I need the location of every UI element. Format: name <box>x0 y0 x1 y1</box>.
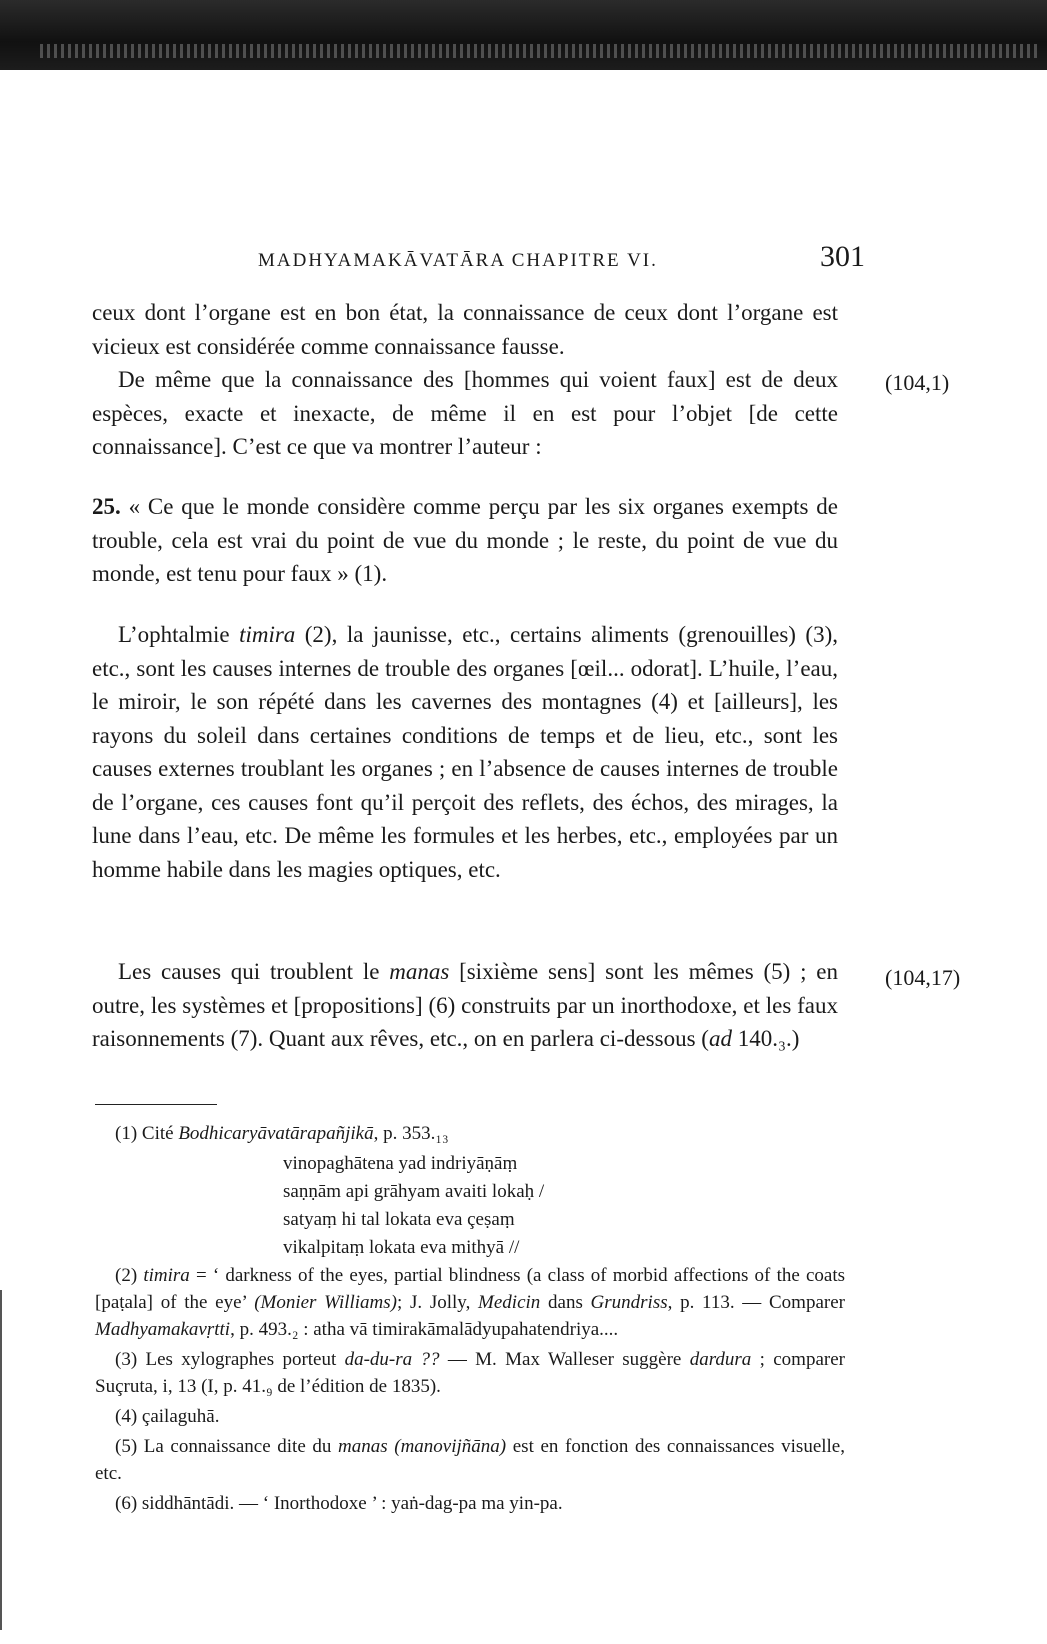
footnote-5: (5) La connaissance dite du manas (manovijñāna) est en fonction des connaissances visuelle, etc. <box>95 1436 845 1484</box>
paragraph-4: Les causes qui troublent le manas [sixième sens] sont les mêmes (5) ; en outre, les systèmes et [propositions] (6) construits par un inorthodoxe, et les faux raisonnements (7). Quant aux rêves, etc., on en parlera ci-dessous (ad 140.₃.) <box>92 959 839 1051</box>
running-title: MADHYAMAKĀVATĀRA CHAPITRE VI. <box>258 250 658 271</box>
margin-reference-1: (104,1) <box>885 370 950 395</box>
page-header <box>0 240 1047 280</box>
footnotes <box>95 1120 845 1520</box>
term-manas: manas <box>389 959 450 984</box>
paragraph-1: ceux dont l’organe est en bon état, la connaissance de ceux dont l’organe est vicieux est considérée comme connaissance fausse. <box>92 300 838 359</box>
footnote-rule <box>95 1104 217 1105</box>
verse-text: « Ce que le monde considère comme perçu par les six organes exempts de trouble, cela est vrai du point de vue du monde ; le reste, du point de vue du monde, est tenu pour faux » (1). <box>92 494 838 586</box>
term-timira: timira <box>239 622 296 647</box>
body-text <box>92 296 838 464</box>
paragraph-2: De même que la connaissance des [hommes qui voient faux] est de deux espèces, exacte et inexacte, de même il en est pour l’objet [de cette connaissance]. C’est ce que va montrer l’auteur : <box>92 367 838 459</box>
footnote-3: (3) Les xylographes porteut da-du-ra ?? — M. Max Walleser suggère dardura ; comparer Suçruta, i, 13 (I, p. 41.₉ de l’édition de 1835). <box>95 1349 845 1397</box>
verse-number: 25. <box>92 494 121 519</box>
margin-reference-2: (104,17) <box>885 965 961 990</box>
page-number: 301 <box>820 240 865 273</box>
scan-top-edge <box>0 0 1047 70</box>
commentary <box>92 618 838 886</box>
footnote-6: (6) siddhāntādi. — ‘ Inorthodoxe ’ : yaṅ-dag-pa ma yin-pa. <box>115 1493 563 1514</box>
paragraph-3: L’ophtalmie timira (2), la jaunisse, etc., certains aliments (grenouilles) (3), etc., sont les causes internes de trouble des organes [œil... odorat]. L’huile, l’eau, le miroir, le son répété dans les cavernes des montagnes (4) et [ailleurs], les rayons du soleil dans certaines conditions de temps et de lieu, etc., sont les causes externes troublant les organes ; en l’absence de causes internes de trouble de l’organe, ces causes font qu’il perçoit des reflets, des échos, des mirages, la lune dans l’eau, etc. De même les formules et les herbes, etc., employées par un homme habile dans les magies optiques, etc. <box>92 622 838 882</box>
footnote-4: (4) çailaguhā. <box>115 1406 220 1427</box>
verse-25 <box>92 490 838 591</box>
scan-left-edge <box>0 1290 2 1630</box>
footnote-1: (1) Cité Bodhicaryāvatārapañjikā, p. 353.₁₃ <box>115 1123 449 1144</box>
footnote-1-verse: vinopaghātena yad indriyāṇāṃ saṇṇām api grāhyam avaiti lokaḥ / satyaṃ hi tal lokata eva çeṣaṃ vikalpitaṃ lokata eva mithyā // <box>283 1153 545 1258</box>
commentary-2 <box>92 955 838 1056</box>
footnote-2: (2) timira = ‘ darkness of the eyes, partial blindness (a class of morbid affections of the coats [paṭala] of the eye’ (Monier Williams); J. Jolly, Medicin dans Grundriss, p. 113. — Comparer Madhyamakavṛtti, p. 493.₂ : atha vā timirakāmalādyupahatendriya.... <box>95 1265 845 1340</box>
